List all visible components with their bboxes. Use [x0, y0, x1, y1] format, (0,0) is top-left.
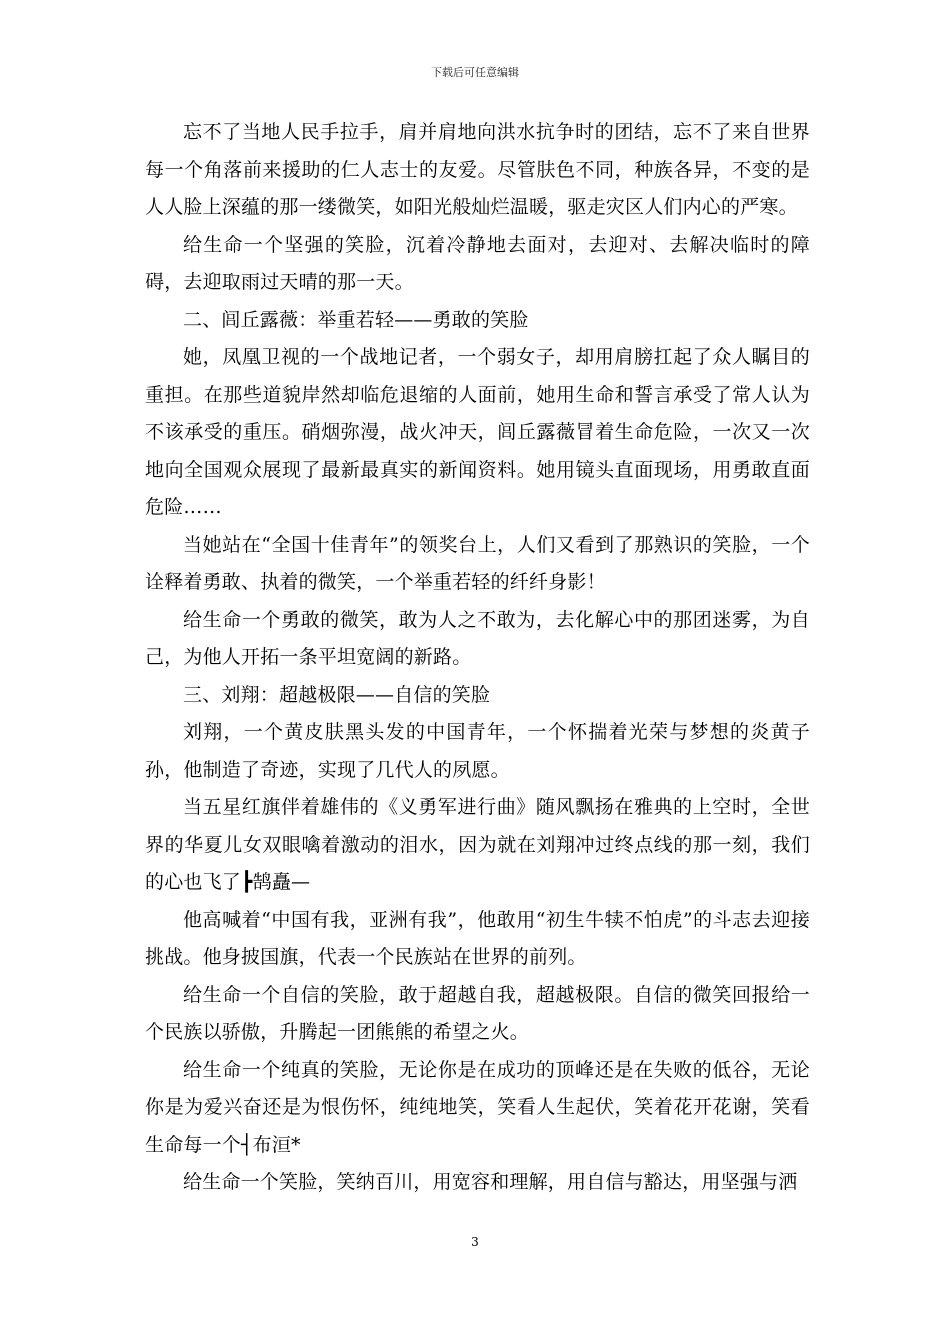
paragraph: 给生命一个坚强的笑脸，沉着冷静地去面对，去迎对、去解决临时的障碍，去迎取雨过天晴的那一天。	[145, 233, 810, 293]
paragraph: 当五星红旗伴着雄伟的《义勇军进行曲》随风飘扬在雅典的上空时，全世界的华夏儿女双眼噙着激动的泪水，因为就在刘翔冲过终点线的那一刻，我们的心也飞了┣鹄矗—	[145, 796, 810, 893]
section-heading: 二、闾丘露薇：举重若轻——勇敢的笑脸	[183, 308, 529, 331]
document-body	[145, 114, 810, 1202]
section-heading: 三、刘翔：超越极限——自信的笑脸	[183, 683, 491, 706]
paragraph: 给生命一个笑脸，笑纳百川，用宽容和理解，用自信与豁达，用坚强与洒	[183, 1171, 798, 1193]
paragraph: 他高喊着“中国有我，亚洲有我”，他敢用“初生牛犊不怕虎”的斗志去迎接挑战。他身披国旗，代表一个民族站在世界的前列。	[145, 908, 810, 968]
paragraph: 给生命一个自信的笑脸，敢于超越自我，超越极限。自信的微笑回报给一个民族以骄傲，升腾起一团熊熊的希望之火。	[145, 983, 810, 1043]
paragraph: 给生命一个纯真的笑脸，无论你是在成功的顶峰还是在失败的低谷，无论你是为爱兴奋还是为恨伤怀，纯纯地笑，笑看人生起伏，笑着花开花谢，笑看生命每一个┤布洹*	[145, 1058, 810, 1156]
page-header: 下载后可任意编辑	[431, 66, 519, 79]
paragraph: 当她站在“全国十佳青年”的领奖台上，人们又看到了那熟识的笑脸，一个诠释着勇敢、执着的微笑，一个举重若轻的纤纤身影！	[145, 533, 810, 593]
paragraph: 给生命一个勇敢的微笑，敢为人之不敢为，去化解心中的那团迷雾，为自己，为他人开拓一条平坦宽阔的新路。	[145, 608, 810, 668]
paragraph: 刘翔，一个黄皮肤黑头发的中国青年，一个怀揣着光荣与梦想的炎黄子孙，他制造了奇迹，实现了几代人的夙愿。	[145, 721, 810, 781]
page-number: 3	[471, 1235, 479, 1249]
paragraph: 忘不了当地人民手拉手，肩并肩地向洪水抗争时的团结，忘不了来自世界每一个角落前来援助的仁人志士的友爱。尽管肤色不同，种族各异，不变的是人人脸上深蕴的那一缕微笑，如阳光般灿烂温暖，驱走灾区人们内心的严寒。	[145, 121, 810, 218]
paragraph: 她，凤凰卫视的一个战地记者，一个弱女子，却用肩膀扛起了众人瞩目的重担。在那些道貌岸然却临危退缩的人面前，她用生命和誓言承受了常人认为不该承受的重压。硝烟弥漫，战火冲天，闾丘露薇冒着生命危险，一次又一次地向全国观众展现了最新最真实的新闻资料。她用镜头直面现场，用勇敢直面危险……	[145, 346, 810, 518]
